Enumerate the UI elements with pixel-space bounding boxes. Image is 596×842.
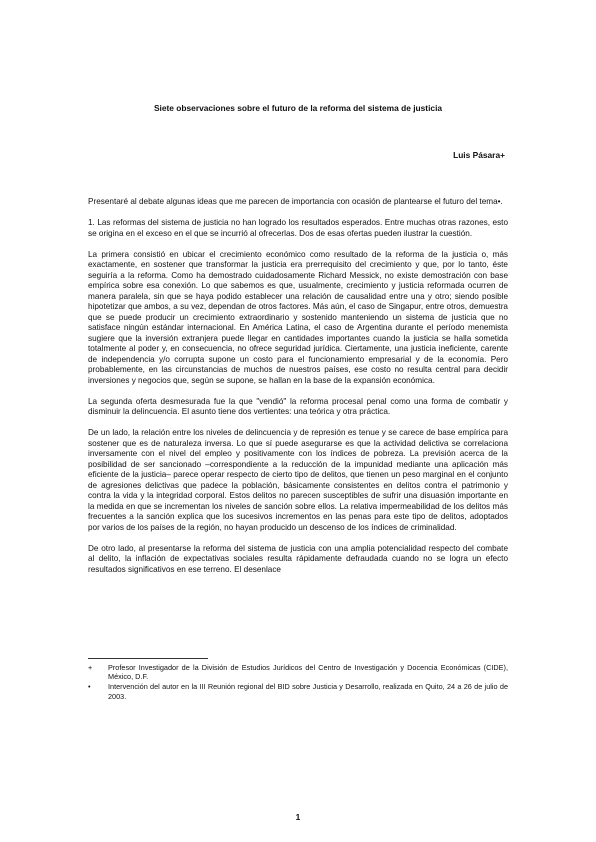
footnote xyxy=(88,663,508,681)
paragraph-second-offer: La segunda oferta desmesurada fue la que "vendió" la reforma procesal penal como una forma de combatir y disminuir la delincuencia. El asunto tiene dos vertientes: una teórica y otra práctica. xyxy=(88,396,508,416)
footnote-mark: • xyxy=(88,682,91,692)
footnote-mark: + xyxy=(88,663,93,672)
footnote-divider xyxy=(88,658,208,659)
footnote xyxy=(88,682,508,700)
paragraph-point-1: 1. Las reformas del sistema de justicia no han logrado los resultados esperados. Entre muchas otras razones, esto se origina en el exceso en el que se incurrió al ofrecerlas. Dos de esas ofertas pueden ilustrar la cuestión. xyxy=(88,218,508,238)
document-title: Siete observaciones sobre el futuro de la reforma del sistema de justicia xyxy=(153,103,443,113)
footnotes xyxy=(88,663,508,702)
footnote-text: Profesor Investigador de la División de Estudios Jurídicos del Centro de Investigación y Docencia Económicas (CIDE), México, D.F. xyxy=(108,663,508,682)
paragraph-theoretical-side: De un lado, la relación entre los niveles de delincuencia y de represión es tenue y se carece de base empírica para sostener que es de naturaleza inversa. Lo que sí puede asegurarse es que la actividad delictiva se correlaciona inversamente con el nivel del empleo y positivamente con los índices de pobreza. La previsión acerca de la posibilidad de ser sancionado –correspondiente a la reducción de la impunidad mediante una aplicación más eficiente de la justicia– parece operar respecto de cierto tipo de delitos, que tienen un peso marginal en el conjunto de agresiones delictivas que padece la población, básicamente consistentes en delitos contra el patrimonio y contra la vida y la integridad corporal. Estos delitos no parecen susceptibles de sufrir una disuasión importante en la medida en que se incrementan los niveles de sanción sobre ellos. La relativa impermeabilidad de los delitos más frecuentes a la sanción explica que los sucesivos incrementos en las penas para este tipo de delitos, adoptados por varios de los países de la región, no hayan producido un descenso de los índices de criminalidad. xyxy=(88,428,508,532)
paragraph-practical-side: De otro lado, al presentarse la reforma del sistema de justicia con una amplia potencialidad respecto del combate al delito, la inflación de expectativas sociales resulta rápidamente defraudada cuando no se logra un efecto resultados significativos en ese terreno. El desenlace xyxy=(88,543,508,574)
page-number: 1 xyxy=(295,812,301,822)
author-name: Luis Pásara+ xyxy=(453,150,505,160)
paragraph-intro: Presentaré al debate algunas ideas que me parecen de importancia con ocasión de plantearse el futuro del tema•. xyxy=(88,197,503,206)
footnote-text: Intervención del autor en la III Reunión regional del BID sobre Justicia y Desarrollo, realizada en Quito, 24 a 26 de julio de 2003. xyxy=(108,682,508,701)
body-text xyxy=(88,197,508,586)
paragraph-first-offer: La primera consistió en ubicar el crecimiento económico como resultado de la reforma de la justicia o, más exactamente, en sostener que transformar la justicia era prerrequisito del crecimiento y que, por lo tanto, éste seguiría a la reforma. Como ha demostrado cuidadosamente Richard Messick, no existe demostración con base empírica sobre esa conexión. Lo que sabemos es que, usualmente, crecimiento y justicia reformada ocurren de manera paralela, sin que se haya podido establecer una relación de causalidad entre una y otro; siendo posible hipotetizar que ambos, a su vez, dependan de otros factores. Más aún, el caso de Singapur, entre otros, demuestra que se puede producir un crecimiento extraordinario y sostenido manteniendo un sistema de justicia que no satisface ningún estándar internacional. En América Latina, el caso de Argentina durante el período menemista sugiere que la inversión extranjera puede llegar en cantidades importantes cuando la justicia se halla sometida totalmente al poder y, en consecuencia, no ofrece seguridad jurídica. Ciertamente, una justicia ineficiente, carente de independencia y/o corrupta supone un costo para el funcionamiento empresarial y de la economía. Pero probablemente, en las circunstancias de muchos de nuestros países, ese costo no resulta central para decidir inversiones y negocios que, según se supone, se hallan en la base de la expansión económica. xyxy=(88,249,508,385)
